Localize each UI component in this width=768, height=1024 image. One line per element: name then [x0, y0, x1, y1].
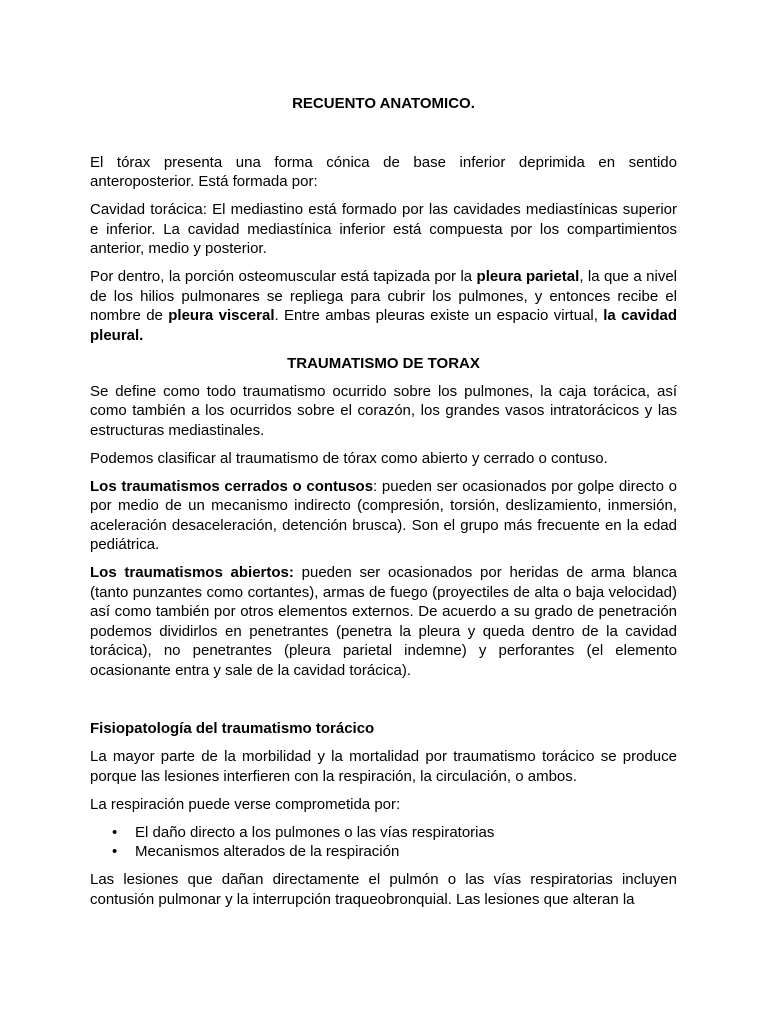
- document-body: [90, 94, 677, 909]
- paragraph-pleuras: [90, 267, 677, 345]
- page-title: RECUENTO ANATOMICO.: [292, 95, 475, 112]
- bullet-icon: •: [112, 843, 118, 860]
- term-pleura-visceral: pleura visceral: [168, 307, 275, 324]
- paragraph-cerrados: [90, 477, 677, 555]
- section-heading-fisiopatologia: Fisiopatología del traumatismo torácico: [90, 720, 375, 737]
- text-segment: , la que a nivel de los hilios pulmonares se repliega para cubrir los pulmones, y entonces recibe el nombre de: [90, 268, 677, 324]
- bullet-icon: •: [112, 823, 118, 841]
- bullet-list: [90, 823, 677, 862]
- text-segment: . Entre ambas pleuras existe un espacio virtual,: [274, 307, 604, 324]
- paragraph-cavidad-toracica: Cavidad torácica: El mediastino está formado por las cavidades mediastínicas superior e inferior. La cavidad mediastínica inferior está compuesta por los compartimientos anterior, medio y posterior.: [90, 201, 677, 257]
- term-pleura-parietal: pleura parietal: [476, 268, 580, 285]
- paragraph-torax-forma: El tórax presenta una forma cónica de base inferior deprimida en sentido anteroposterior. Está formada por:: [90, 153, 677, 190]
- term-abiertos: Los traumatismos abiertos:: [90, 564, 294, 581]
- paragraph-definicion: Se define como todo traumatismo ocurrido sobre los pulmones, la caja torácica, así como también a los ocurridos sobre el corazón, los grandes vasos intratorácicos y las estructuras mediastinales.: [90, 382, 677, 439]
- list-item-text: El daño directo a los pulmones o las vías respiratorias: [135, 823, 495, 841]
- section-heading-traumatismo: TRAUMATISMO DE TORAX: [287, 354, 480, 372]
- paragraph-abiertos: [90, 563, 677, 680]
- term-cavidad-pleural: la cavidad pleural.: [90, 307, 677, 344]
- list-item: [90, 842, 677, 862]
- paragraph-respiracion: La respiración puede verse comprometida por:: [90, 795, 401, 813]
- text-segment: pueden ser ocasionados por heridas de arma blanca (tanto punzantes como cortantes), armas de fuego (proyectiles de alta o baja velocidad) así como también por otros elementos externos. De acuerdo a su grado de penetración podemos dividirlos en penetrantes (penetra la pleura y queda dentro de la cavidad torácica), no penetrantes (pleura parietal indemne) y perforantes (el elemento ocasionante entra y sale de la cavidad torácica).: [90, 564, 677, 679]
- paragraph-morbilidad: La mayor parte de la morbilidad y la mortalidad por traumatismo torácico se produce porque las lesiones interfieren con la respiración, la circulación, o ambos.: [90, 748, 677, 785]
- paragraph-clasificacion: Podemos clasificar al traumatismo de tórax como abierto y cerrado o contuso.: [90, 449, 608, 467]
- paragraph-lesiones: Las lesiones que dañan directamente el pulmón o las vías respiratorias incluyen contusión pulmonar y la interrupción traqueobronquial. Las lesiones que alteran la: [90, 871, 677, 908]
- list-item: [90, 823, 677, 843]
- list-item-text: Mecanismos alterados de la respiración: [135, 843, 400, 860]
- term-cerrados: Los traumatismos cerrados o contusos: [90, 477, 374, 495]
- text-segment: : pueden ser ocasionados por golpe directo o por medio de un mecanismo indirecto (compresión, torsión, deslizamiento, inmersión, aceleración desaceleración, detención brusca). Son el grupo más frecuente en la edad pediátrica.: [90, 477, 677, 553]
- text-segment: Por dentro, la porción osteomuscular está tapizada por la: [90, 268, 477, 285]
